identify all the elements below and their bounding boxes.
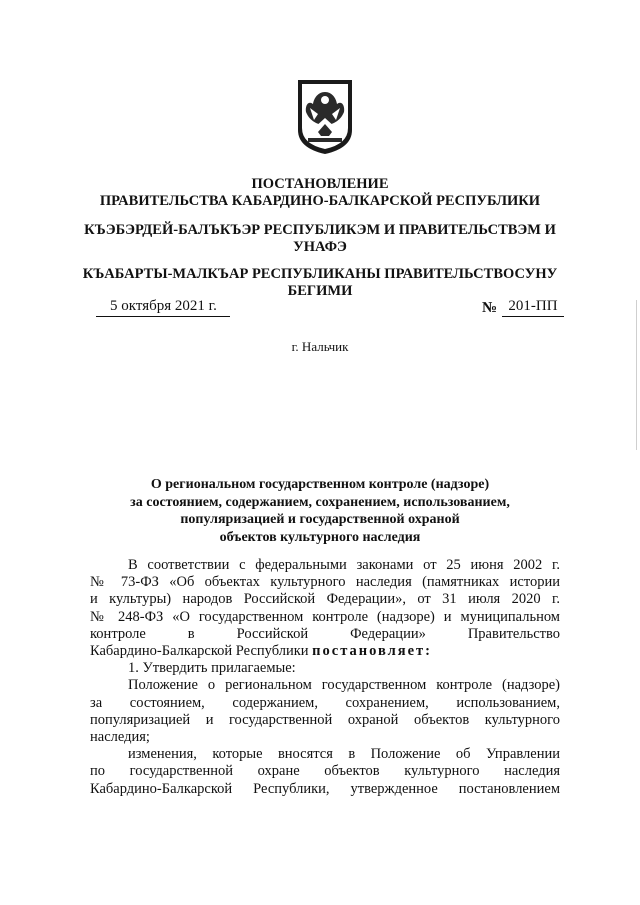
eagle-shield-icon (296, 78, 354, 156)
document-date: 5 октября 2021 г. (96, 296, 230, 317)
kabardian-heading-line1: КЪЭБЭРДЕЙ-БАЛЪКЪЭР РЕСПУБЛИКЭМ И ПРАВИТЕЛЬСТВЭМ И (84, 222, 556, 238)
body-line: Кабардино-Балкарской Республики, утвержденное постановлением (90, 780, 560, 797)
body-line: изменения, которые вносятся в Положение об Управлении (128, 746, 560, 763)
balkar-heading-line1: КЪАБАРТЫ-МАЛКЪАР РЕСПУБЛИКАНЫ ПРАВИТЕЛЬСТВОСУНУ (82, 266, 558, 282)
scan-edge-mark (636, 300, 637, 450)
body-line: В соответствии с федеральными законами от 25 июня 2002 г. (128, 557, 560, 573)
body-line: № 73-ФЗ «Об объектах культурного наследия (памятниках истории (90, 574, 560, 591)
city-name: г. Нальчик (291, 339, 349, 354)
title-line: О региональном государственном контроле (надзоре) (150, 477, 490, 492)
number-label: № (482, 300, 498, 316)
balkar-heading-line2: БЕГИМИ (287, 283, 353, 299)
body-line: популяризацией и государственной охраной объектов культурного (90, 711, 560, 728)
doc-type-heading: ПОСТАНОВЛЕНИЕ (251, 176, 389, 192)
body-line: № 248-ФЗ «О государственном контроле (надзоре) и муниципальном (90, 608, 560, 625)
date-number-row (0, 296, 640, 320)
government-heading: ПРАВИТЕЛЬСТВА КАБАРДИНО-БАЛКАРСКОЙ РЕСПУБЛИКИ (99, 193, 541, 209)
title-line: популяризацией и государственной охраной (180, 512, 460, 527)
kabardian-heading-line2: УНАФЭ (293, 239, 347, 255)
body-line: контроле в Российской Федерации» Правительство (90, 625, 560, 642)
body-line: за состоянием, содержанием, сохранением, использованием, (90, 694, 560, 711)
body-line: наследия; (90, 729, 150, 746)
document-title (100, 476, 540, 546)
body-line (90, 643, 560, 660)
body-line: по государственной охране объектов культурного наследия (90, 763, 560, 780)
body-line: Положение о региональном государственном контроле (надзоре) (128, 677, 560, 694)
coat-of-arms-emblem (296, 78, 354, 156)
body-line: 1. Утвердить прилагаемые: (128, 660, 296, 677)
document-number: 201-ПП (502, 296, 564, 317)
body-line: и культуры) народов Российской Федерации», от 31 июля 2020 г. (90, 591, 560, 608)
document-body (90, 557, 560, 798)
body-text: Кабардино-Балкарской Республики (90, 643, 313, 660)
title-line: за состоянием, содержанием, сохранением, использованием, (130, 494, 510, 510)
decree-verb: постановляет: (312, 643, 432, 660)
title-line: объектов культурного наследия (219, 529, 421, 545)
